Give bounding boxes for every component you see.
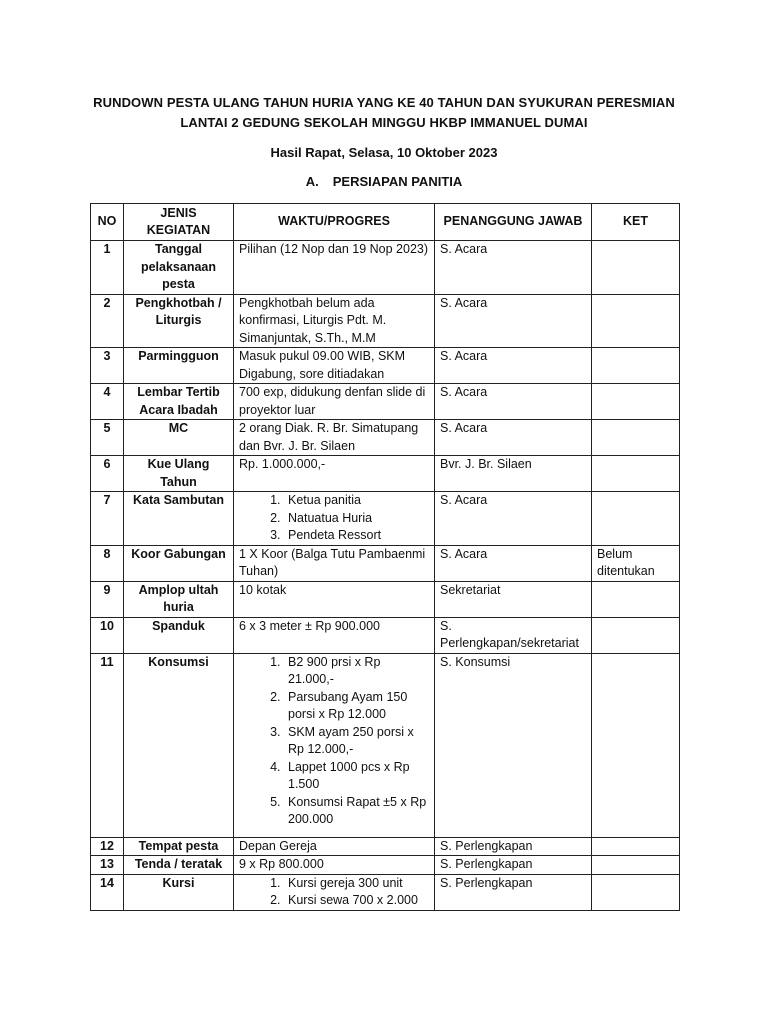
list-item: 5. Konsumsi Rapat ±5 x Rp 200.000 <box>284 794 429 829</box>
row-responsible: S. Perlengkapan/sekretariat <box>435 617 592 653</box>
row-number: 11 <box>91 653 124 837</box>
document-title <box>60 93 708 133</box>
row-activity: Konsumsi <box>124 653 234 837</box>
list-item: 3. SKM ayam 250 porsi x Rp 12.000,- <box>284 724 429 759</box>
row-responsible: Sekretariat <box>435 581 592 617</box>
row-number: 4 <box>91 384 124 420</box>
list-item: 2. Kursi sewa 700 x 2.000 <box>284 892 429 910</box>
row-note <box>592 617 680 653</box>
row-progress <box>234 492 435 546</box>
table-row <box>91 874 680 910</box>
row-progress: 2 orang Diak. R. Br. Simatupang dan Bvr. J. Br. Silaen <box>234 420 435 456</box>
row-responsible: S. Perlengkapan <box>435 856 592 875</box>
table-row <box>91 456 680 492</box>
row-number: 5 <box>91 420 124 456</box>
list-item: 3. Pendeta Ressort <box>284 527 429 545</box>
row-progress <box>234 653 435 837</box>
row-activity: Tanggal pelaksanaan pesta <box>124 241 234 295</box>
row-progress: 9 x Rp 800.000 <box>234 856 435 875</box>
row-note <box>592 492 680 546</box>
row-activity: Spanduk <box>124 617 234 653</box>
table-body <box>91 241 680 911</box>
row-responsible: S. Acara <box>435 420 592 456</box>
row-number: 13 <box>91 856 124 875</box>
row-note <box>592 581 680 617</box>
row-note <box>592 653 680 837</box>
row-progress: 6 x 3 meter ± Rp 900.000 <box>234 617 435 653</box>
row-activity: Kursi <box>124 874 234 910</box>
table-row <box>91 348 680 384</box>
progress-list <box>239 875 429 910</box>
table-row <box>91 420 680 456</box>
table-row <box>91 617 680 653</box>
row-activity: MC <box>124 420 234 456</box>
progress-list <box>239 654 429 829</box>
row-number: 14 <box>91 874 124 910</box>
row-responsible: S. Acara <box>435 294 592 348</box>
row-responsible: S. Acara <box>435 384 592 420</box>
table-row <box>91 856 680 875</box>
row-number: 10 <box>91 617 124 653</box>
list-item: 1. Kursi gereja 300 unit <box>284 875 429 893</box>
progress-list <box>239 492 429 545</box>
row-activity: Tenda / teratak <box>124 856 234 875</box>
table-row <box>91 294 680 348</box>
row-activity: Parmingguon <box>124 348 234 384</box>
header-penanggung-jawab: PENANGGUNG JAWAB <box>435 204 592 241</box>
row-progress <box>234 874 435 910</box>
table-row <box>91 384 680 420</box>
row-note <box>592 384 680 420</box>
row-responsible: S. Perlengkapan <box>435 837 592 856</box>
row-number: 6 <box>91 456 124 492</box>
row-activity: Koor Gabungan <box>124 545 234 581</box>
list-item: 1. Ketua panitia <box>284 492 429 510</box>
row-responsible: Bvr. J. Br. Silaen <box>435 456 592 492</box>
list-item: 4. Lappet 1000 pcs x Rp 1.500 <box>284 759 429 794</box>
row-note <box>592 874 680 910</box>
row-progress: 10 kotak <box>234 581 435 617</box>
row-activity: Amplop ultah huria <box>124 581 234 617</box>
row-responsible: S. Acara <box>435 241 592 295</box>
title-line-1: RUNDOWN PESTA ULANG TAHUN HURIA YANG KE 40 TAHUN DAN SYUKURAN PERESMIAN <box>93 95 675 110</box>
row-progress: 1 X Koor (Balga Tutu Pambaenmi Tuhan) <box>234 545 435 581</box>
table-row <box>91 653 680 837</box>
header-jenis: JENIS KEGIATAN <box>124 204 234 241</box>
row-progress: Depan Gereja <box>234 837 435 856</box>
table-row <box>91 545 680 581</box>
section-title: PERSIAPAN PANITIA <box>332 174 463 189</box>
header-no: NO <box>91 204 124 241</box>
row-activity: Kata Sambutan <box>124 492 234 546</box>
row-responsible: S. Acara <box>435 348 592 384</box>
row-progress: Pengkhotbah belum ada konfirmasi, Liturgis Pdt. M. Simanjuntak, S.Th., M.M <box>234 294 435 348</box>
row-number: 12 <box>91 837 124 856</box>
row-note <box>592 294 680 348</box>
section-letter: A. <box>305 174 319 189</box>
list-item: 2. Natuatua Huria <box>284 510 429 528</box>
table-header-row <box>91 204 680 241</box>
list-item: 1. B2 900 prsi x Rp 21.000,- <box>284 654 429 689</box>
row-note: Belum ditentukan <box>592 545 680 581</box>
row-number: 2 <box>91 294 124 348</box>
row-progress: Masuk pukul 09.00 WIB, SKM Digabung, sore ditiadakan <box>234 348 435 384</box>
row-responsible: S. Konsumsi <box>435 653 592 837</box>
row-note <box>592 241 680 295</box>
table-row <box>91 241 680 295</box>
section-heading <box>60 173 708 191</box>
row-responsible: S. Acara <box>435 545 592 581</box>
row-responsible: S. Perlengkapan <box>435 874 592 910</box>
row-number: 9 <box>91 581 124 617</box>
table-row <box>91 581 680 617</box>
title-line-2: LANTAI 2 GEDUNG SEKOLAH MINGGU HKBP IMMANUEL DUMAI <box>180 115 588 130</box>
rundown-table <box>90 203 680 911</box>
table-row <box>91 492 680 546</box>
table-row <box>91 837 680 856</box>
row-activity: Pengkhotbah / Liturgis <box>124 294 234 348</box>
row-progress: Rp. 1.000.000,- <box>234 456 435 492</box>
list-item: 2. Parsubang Ayam 150 porsi x Rp 12.000 <box>284 689 429 724</box>
row-note <box>592 420 680 456</box>
row-activity: Lembar Tertib Acara Ibadah <box>124 384 234 420</box>
row-activity: Kue Ulang Tahun <box>124 456 234 492</box>
row-progress: Pilihan (12 Nop dan 19 Nop 2023) <box>234 241 435 295</box>
row-note <box>592 348 680 384</box>
row-responsible: S. Acara <box>435 492 592 546</box>
row-number: 3 <box>91 348 124 384</box>
row-note <box>592 856 680 875</box>
row-note <box>592 456 680 492</box>
row-note <box>592 837 680 856</box>
header-ket: KET <box>592 204 680 241</box>
header-waktu: WAKTU/PROGRES <box>234 204 435 241</box>
row-number: 7 <box>91 492 124 546</box>
row-progress: 700 exp, didukung denfan slide di proyektor luar <box>234 384 435 420</box>
row-activity: Tempat pesta <box>124 837 234 856</box>
meeting-subtitle: Hasil Rapat, Selasa, 10 Oktober 2023 <box>270 145 498 160</box>
row-number: 8 <box>91 545 124 581</box>
row-number: 1 <box>91 241 124 295</box>
